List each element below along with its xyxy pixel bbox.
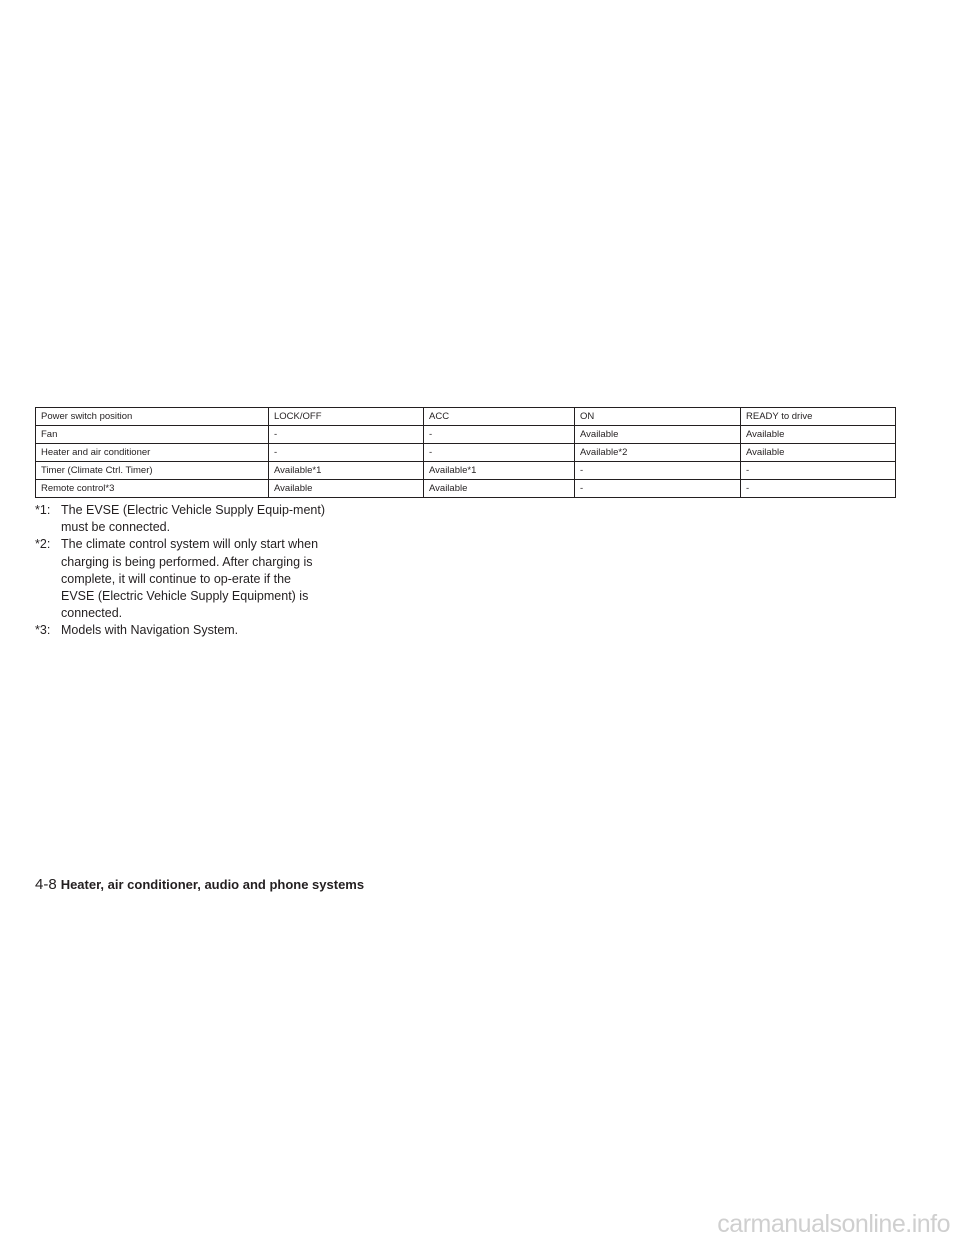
table-cell: -: [269, 444, 424, 462]
footnote-marker: *3:: [35, 623, 51, 638]
table-cell: Timer (Climate Ctrl. Timer): [36, 462, 269, 480]
table-cell: Available: [741, 426, 896, 444]
table-cell: Available: [575, 426, 741, 444]
table-cell: Available*2: [575, 444, 741, 462]
table-row: [36, 426, 896, 444]
footnote-marker: *1:: [35, 503, 51, 517]
table-cell: Fan: [36, 426, 269, 444]
table-cell: -: [741, 480, 896, 498]
header-cell: ACC: [424, 408, 575, 426]
table-cell: Available: [269, 480, 424, 498]
table-cell: Available*1: [269, 462, 424, 480]
footnote-1: [35, 502, 325, 536]
table-cell: -: [575, 480, 741, 498]
page-number: 4-8: [35, 876, 57, 893]
table-cell: -: [424, 444, 575, 462]
table-header-row: [36, 408, 896, 426]
table-cell: -: [575, 462, 741, 480]
table-cell: Available: [741, 444, 896, 462]
footnote-marker: *2:: [35, 537, 51, 552]
table-row: [36, 462, 896, 480]
footnote-3: [35, 622, 325, 639]
footnote-text: Models with Navigation System.: [61, 623, 239, 638]
table-cell: Remote control*3: [36, 480, 269, 498]
watermark: carmanualsonline.info: [717, 1210, 950, 1238]
table-row: [36, 480, 896, 498]
table-cell: -: [424, 426, 575, 444]
page-footer: [35, 876, 364, 894]
table-cell: Available*1: [424, 462, 575, 480]
table-cell: Heater and air conditioner: [36, 444, 269, 462]
table-row: [36, 444, 896, 462]
header-cell: Power switch position: [36, 408, 269, 426]
table-cell: -: [741, 462, 896, 480]
header-cell: ON: [575, 408, 741, 426]
footnote-text: The EVSE (Electric Vehicle Supply Equip-ment) must be connected.: [61, 503, 326, 535]
header-cell: LOCK/OFF: [269, 408, 424, 426]
spec-table-container: [35, 407, 895, 498]
footnote-text: The climate control system will only start when charging is being performed. After charging is complete, it will continue to op-erate if the EVSE (Electric Vehicle Supply Equipment) is connected.: [61, 537, 319, 621]
table-cell: -: [269, 426, 424, 444]
section-title: Heater, air conditioner, audio and phone systems: [60, 877, 365, 892]
power-switch-availability-table: [35, 407, 896, 498]
table-cell: Available: [424, 480, 575, 498]
footnotes: [35, 502, 325, 640]
header-cell: READY to drive: [741, 408, 896, 426]
footnote-2: [35, 536, 325, 622]
